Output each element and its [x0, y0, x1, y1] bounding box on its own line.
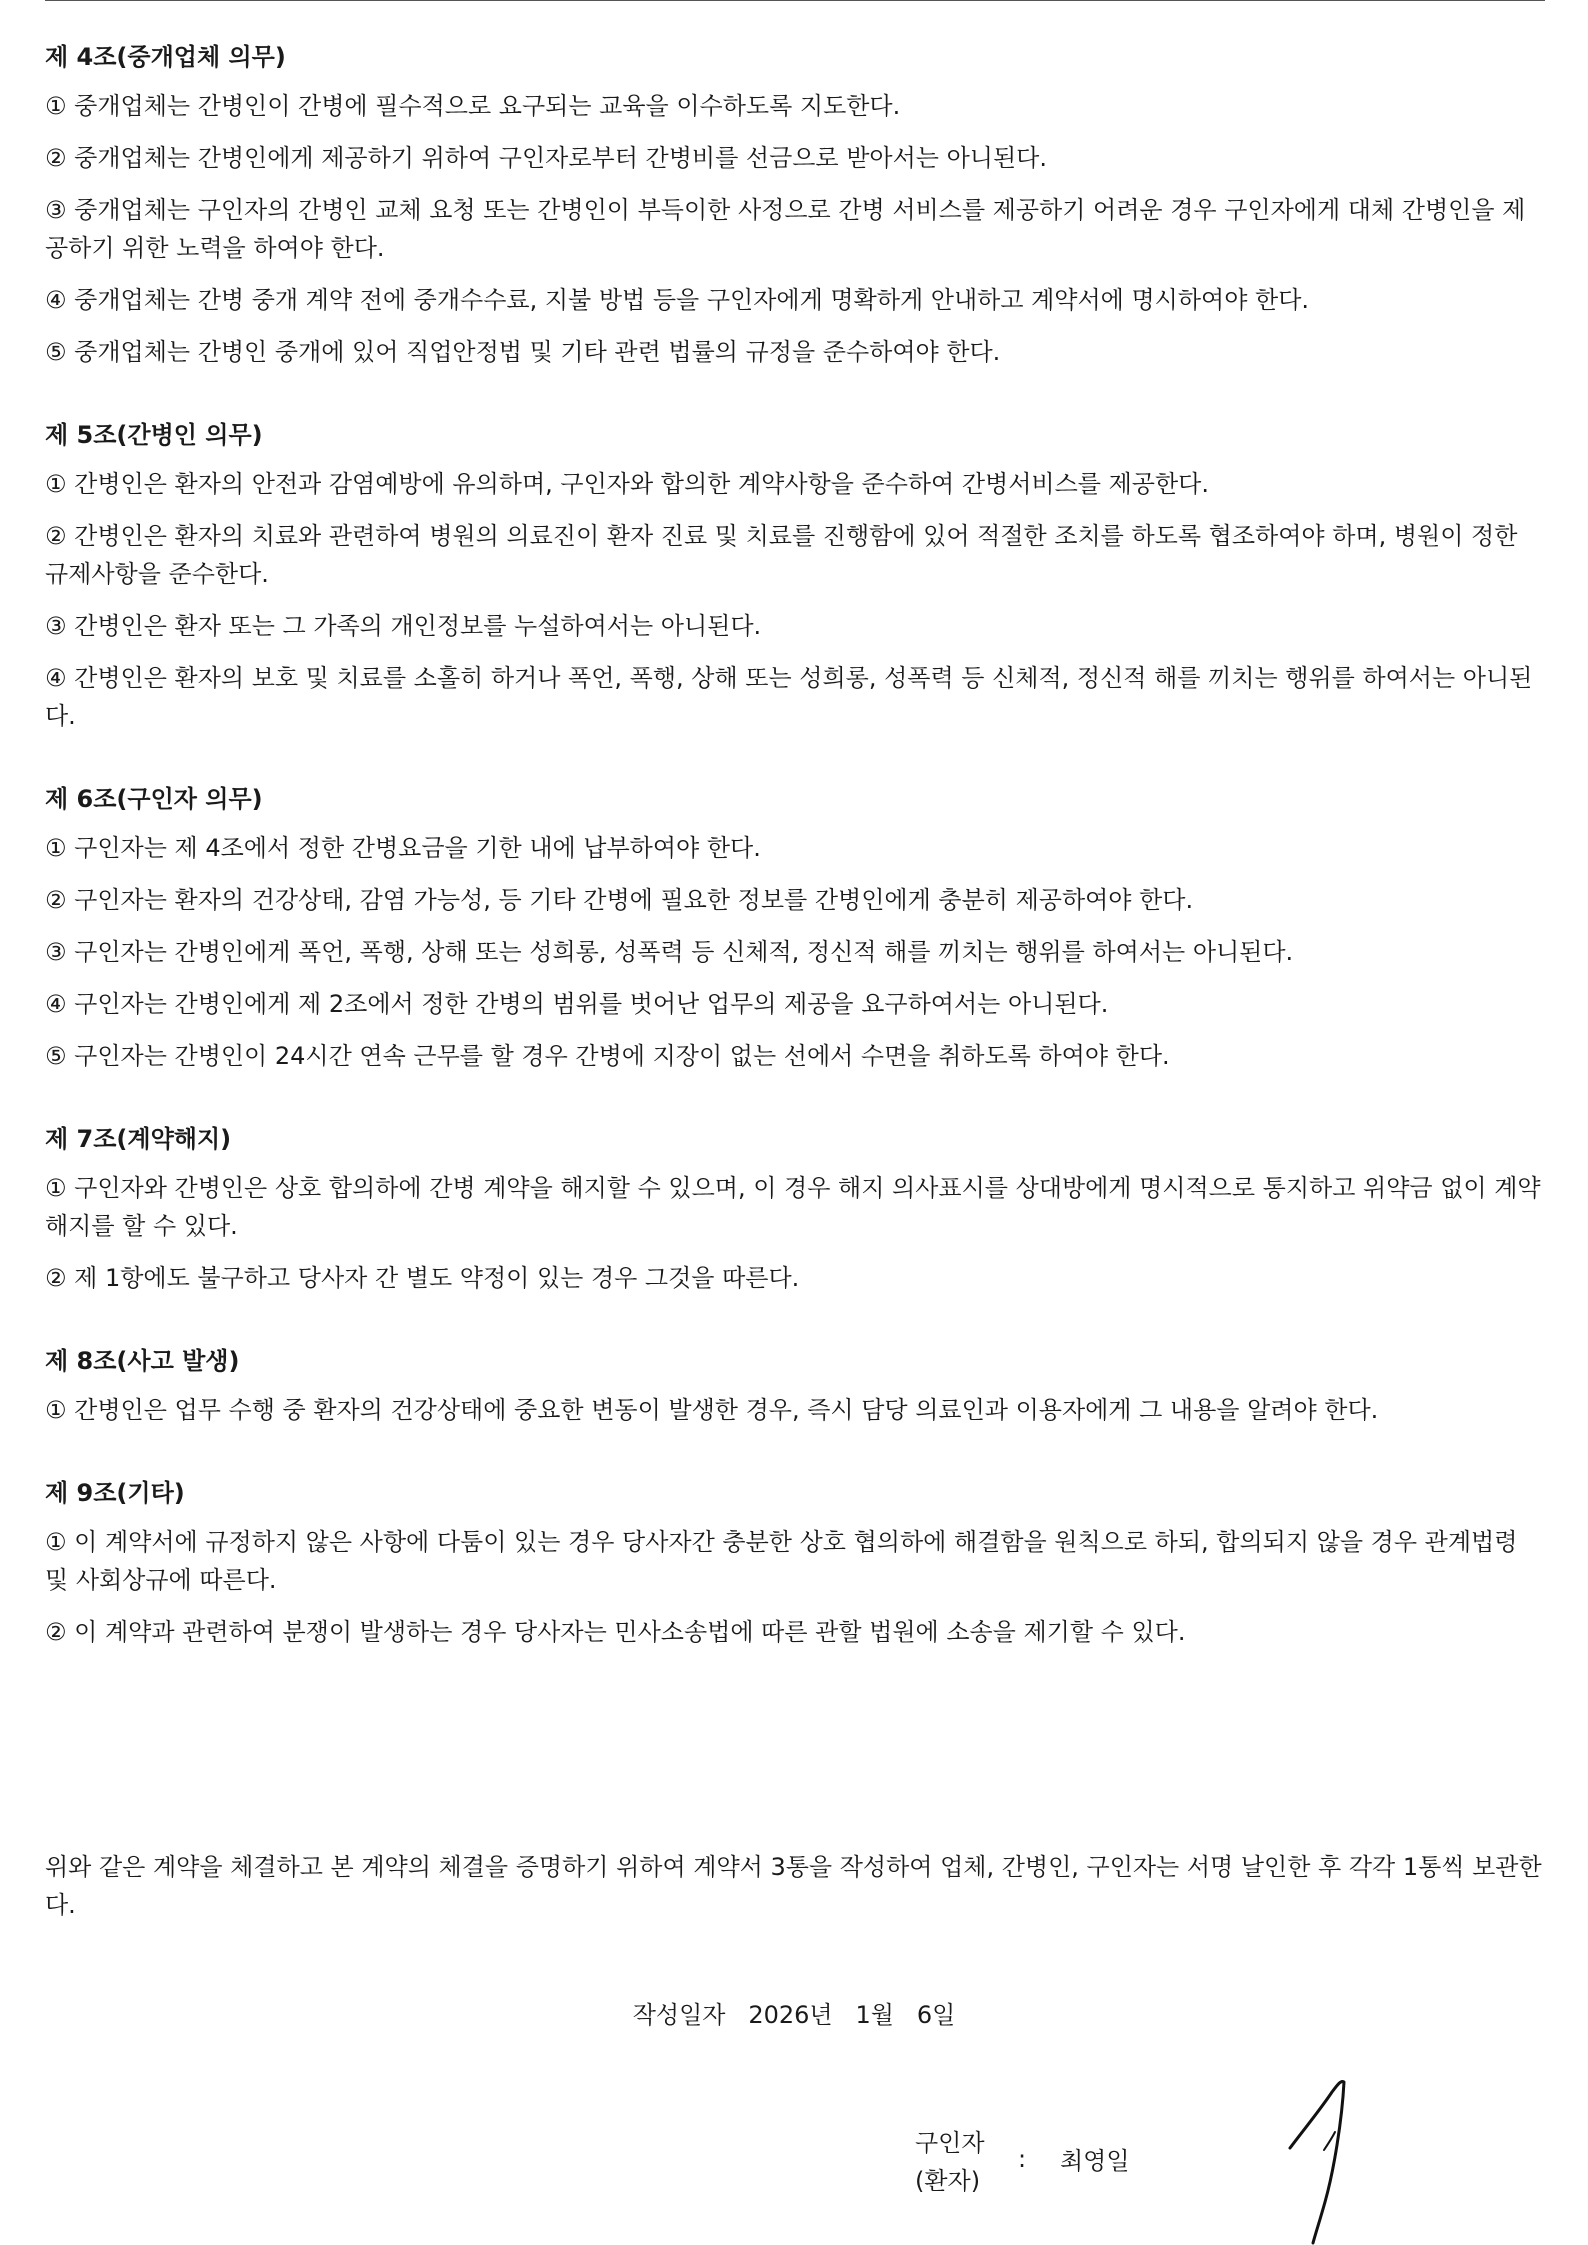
clause: ② 간병인은 환자의 치료와 관련하여 병원의 의료진이 환자 진료 및 치료를 진행함에 있어 적절한 조치를 하도록 협조하여야 하며, 병원이 정한 규제사항을 준수한다. [45, 522, 1518, 588]
clause: ① 중개업체는 간병인이 간병에 필수적으로 요구되는 교육을 이수하도록 지도한다. [45, 92, 901, 120]
handwritten-signature [1280, 2080, 1380, 2245]
signer-role-sub: (환자) [915, 2167, 981, 2195]
clause: ② 제 1항에도 불구하고 당사자 간 별도 약정이 있는 경우 그것을 따른다. [45, 1264, 800, 1292]
clause: ① 간병인은 환자의 안전과 감염예방에 유의하며, 구인자와 합의한 계약사항을 준수하여 간병서비스를 제공한다. [45, 470, 1209, 498]
article-7 [45, 1122, 1545, 1297]
contract-body [45, 40, 1545, 1698]
clause: ⑤ 구인자는 간병인이 24시간 연속 근무를 할 경우 간병에 지장이 없는 선에서 수면을 취하도록 하여야 한다. [45, 1042, 1170, 1070]
clause: ② 이 계약과 관련하여 분쟁이 발생하는 경우 당사자는 민사소송법에 따른 관할 법원에 소송을 제기할 수 있다. [45, 1618, 1186, 1646]
clause: ① 구인자는 제 4조에서 정한 간병요금을 기한 내에 납부하여야 한다. [45, 834, 761, 862]
clause: ① 간병인은 업무 수행 중 환자의 건강상태에 중요한 변동이 발생한 경우, 즉시 담당 의료인과 이용자에게 그 내용을 알려야 한다. [45, 1396, 1379, 1424]
article-title: 제 8조(사고 발생) [45, 1347, 240, 1375]
article-9 [45, 1476, 1545, 1651]
clause: ① 이 계약서에 규정하지 않은 사항에 다툼이 있는 경우 당사자간 충분한 상호 협의하에 해결함을 원칙으로 하되, 합의되지 않을 경우 관계법령 및 사회상규에 따른다. [45, 1528, 1518, 1594]
signature-colon: : [1018, 2145, 1027, 2173]
clause: ④ 간병인은 환자의 보호 및 치료를 소홀히 하거나 폭언, 폭행, 상해 또는 성희롱, 성폭력 등 신체적, 정신적 해를 끼치는 행위를 하여서는 아니된다. [45, 664, 1533, 730]
signer-role: 구인자 [915, 2129, 985, 2157]
clause: ② 중개업체는 간병인에게 제공하기 위하여 구인자로부터 간병비를 선금으로 받아서는 아니된다. [45, 144, 1047, 172]
clause: ⑤ 중개업체는 간병인 중개에 있어 직업안정법 및 기타 관련 법률의 규정을 준수하여야 한다. [45, 338, 1001, 366]
clause: ④ 중개업체는 간병 중개 계약 전에 중개수수료, 지불 방법 등을 구인자에게 명확하게 안내하고 계약서에 명시하여야 한다. [45, 286, 1310, 314]
article-title: 제 7조(계약해지) [45, 1125, 232, 1153]
contract-date: 작성일자 2026년 1월 6일 [632, 2001, 956, 2029]
clause: ② 구인자는 환자의 건강상태, 감염 가능성, 등 기타 간병에 필요한 정보를 간병인에게 충분히 제공하여야 한다. [45, 886, 1194, 914]
signer-role-label [915, 2124, 985, 2200]
signer-name: 최영일 [1060, 2147, 1130, 2175]
article-title: 제 5조(간병인 의무) [45, 421, 263, 449]
article-title: 제 4조(중개업체 의무) [45, 43, 286, 71]
clause: ④ 구인자는 간병인에게 제 2조에서 정한 간병의 범위를 벗어난 업무의 제공을 요구하여서는 아니된다. [45, 990, 1109, 1018]
clause: ③ 구인자는 간병인에게 폭언, 폭행, 상해 또는 성희롱, 성폭력 등 신체적, 정신적 해를 끼치는 행위를 하여서는 아니된다. [45, 938, 1294, 966]
article-6 [45, 782, 1545, 1075]
clause: ① 구인자와 간병인은 상호 합의하에 간병 계약을 해지할 수 있으며, 이 경우 해지 의사표시를 상대방에게 명시적으로 통지하고 위약금 없이 계약해지를 할 수 있다. [45, 1174, 1541, 1240]
article-title: 제 6조(구인자 의무) [45, 785, 263, 813]
article-title: 제 9조(기타) [45, 1479, 185, 1507]
clause: ③ 중개업체는 구인자의 간병인 교체 요청 또는 간병인이 부득이한 사정으로 간병 서비스를 제공하기 어려운 경우 구인자에게 대체 간병인을 제공하기 위한 노력을 하여야 한다. [45, 196, 1526, 262]
article-8 [45, 1344, 1545, 1429]
closing-statement: 위와 같은 계약을 체결하고 본 계약의 체결을 증명하기 위하여 계약서 3통을 작성하여 업체, 간병인, 구인자는 서명 날인한 후 각각 1통씩 보관한다. [45, 1853, 1542, 1919]
article-5 [45, 418, 1545, 735]
article-4 [45, 40, 1545, 371]
clause: ③ 간병인은 환자 또는 그 가족의 개인정보를 누설하여서는 아니된다. [45, 612, 762, 640]
top-divider [45, 0, 1545, 1]
